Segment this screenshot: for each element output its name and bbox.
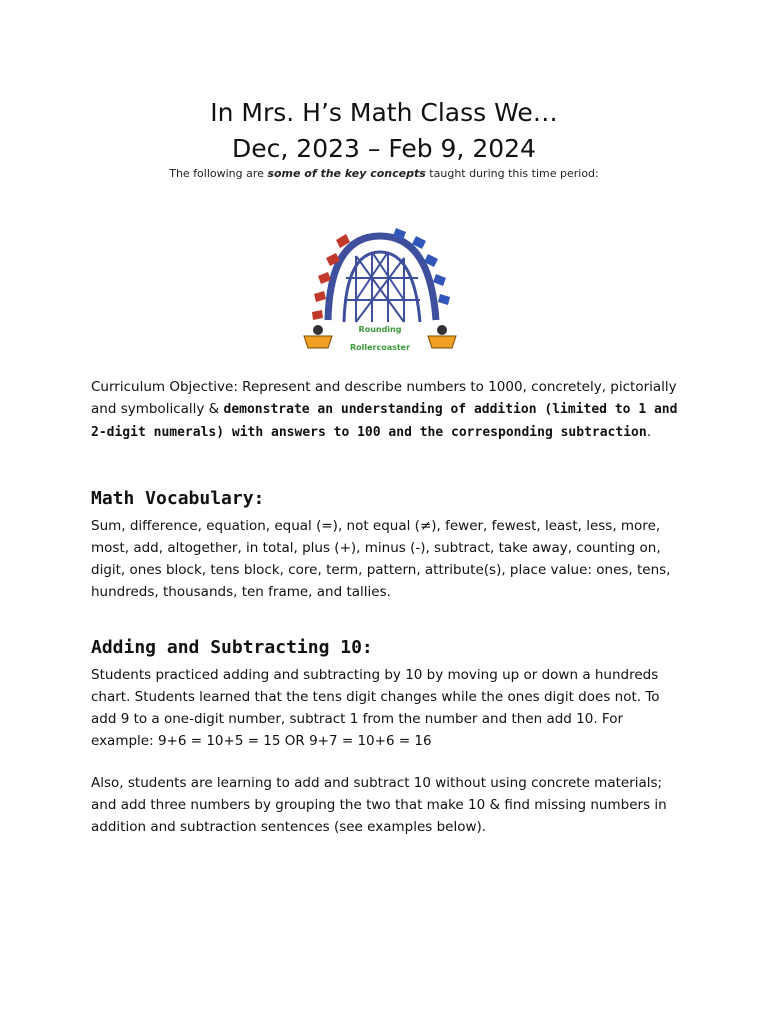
adding-paragraph-1: Students practiced adding and subtracting by 10 by moving up or down a hundreds chart. Students learned that the tens digit changes while the ones digit does not. To add 9 to a one-digit number, subtract 1 from the number and then add 10. For example: 9+6 = 10+5 = 15 OR 9+7 = 10+6 = 16 <box>91 667 660 749</box>
page-title: In Mrs. H’s Math Class We… <box>210 98 558 127</box>
date-range: Dec, 2023 – Feb 9, 2024 <box>232 134 536 163</box>
curriculum-objective <box>91 376 681 444</box>
objective-emphasis: demonstrate an understanding of addition (limited to 1 and 2-digit numerals) with answers to 100 and the corresponding subtraction <box>91 402 678 440</box>
rollercoaster-logo <box>300 218 460 360</box>
vocabulary-text: Sum, difference, equation, equal (=), not equal (≠), fewer, fewest, least, less, more, most, add, altogether, in total, plus (+), minus (-), subtract, take away, counting on, digit, ones block, tens block, core, term, pattern, attribute(s), place value: ones, tens, hundreds, thousands, ten frame, and tallies. <box>91 518 671 600</box>
adding-paragraph-2: Also, students are learning to add and subtract 10 without using concrete materials; and add three numbers by grouping the two that make 10 & find missing numbers in addition and subtraction sentences (see examples below). <box>91 775 667 835</box>
objective-end: . <box>646 424 651 440</box>
objective-text: Curriculum Objective: Represent and describe numbers to 1000, concretely, pictorially and symbolically & <box>91 379 677 417</box>
logo-label-line2: Rollercoaster <box>349 343 411 352</box>
track-lattice <box>344 252 420 322</box>
intro-emphasis: some of the key concepts <box>267 167 426 180</box>
intro-line <box>0 167 768 180</box>
intro-text-end: taught during this time period: <box>425 167 599 180</box>
intro-text: The following are <box>169 167 268 180</box>
logo-label-line1: Rounding <box>358 325 402 334</box>
adding-heading: Adding and Subtracting 10: <box>91 637 373 658</box>
vocabulary-heading: Math Vocabulary: <box>91 488 265 509</box>
